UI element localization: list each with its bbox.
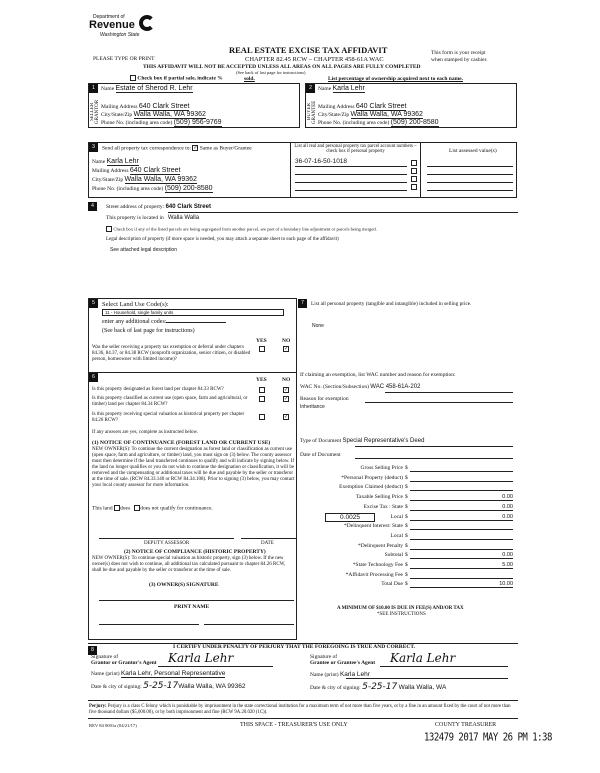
dollar-sign: $ <box>405 571 408 578</box>
fee-row <box>297 572 515 581</box>
dollar-sign: $ <box>405 465 408 471</box>
exemption-question: Was the seller receiving a property tax exemption or deferral under chapters 84.36, 84.37, or 84.38 RCW (nonprofit organization, senior citizen, or disabled person, homeowner with limited income)? <box>92 345 251 362</box>
name-print-label: Name (print) <box>91 671 120 677</box>
fee-label: Excise Tax : State <box>363 503 403 510</box>
this-land-label: This land <box>92 505 113 512</box>
grantor-date[interactable]: 5-25-17 <box>143 681 179 691</box>
fee-row <box>297 523 515 532</box>
compliance-text: NEW OWNER(S): To continue special valuation as historic property, sign (3) below. If the new owner(s) does not wish to continue, all additional tax calculated pursuant to chapter 84.26 RCW, shall be due and payable by the seller or transferor at the time of sale. <box>92 556 286 573</box>
current-use-question: Is this property classified as current use (open space, farm and agricultural, or timber) land per chapter 84.34 RCW? <box>92 396 248 407</box>
fee-value[interactable]: 10.00 <box>410 581 513 588</box>
deputy-label: DEPUTY ASSESSOR <box>144 541 190 546</box>
grantee-signature[interactable]: Karla Lehr <box>390 651 456 665</box>
exemption-no-checkbox[interactable]: ✓ <box>284 347 289 352</box>
personal-property-section <box>296 298 520 640</box>
doc-date-label: Date of Document <box>300 452 341 458</box>
doc-type-label: Type of Document <box>300 438 342 444</box>
located-label: This property is located in <box>106 215 164 221</box>
exemption-label: If claiming an exemption, list WAC number and reason for exemption: <box>300 372 456 378</box>
date-city-label: Date & city of signing: <box>91 684 142 690</box>
owner-signature-title: (3) OWNER(S) SIGNATURE <box>149 582 219 588</box>
form-revision: REV 84 0001a (04/21/17) <box>89 723 137 728</box>
partial-label: Check box if partial sale, indicate % <box>137 75 223 82</box>
assessed-header: List assessed value(s) <box>449 148 497 154</box>
historic-yes-checkbox[interactable] <box>259 414 265 420</box>
dollar-sign: $ <box>405 552 408 559</box>
fee-label: Gross Selling Price <box>360 465 403 471</box>
dollar-sign: $ <box>405 581 408 588</box>
qualify-label: qualify for continuance. <box>160 505 213 512</box>
signature-label: Signature of <box>310 654 338 660</box>
buyer-name[interactable]: Karla Lehr <box>332 85 365 92</box>
grantor-name[interactable]: Karla Lehr, Personal Representative <box>120 670 226 677</box>
yes-header: YES <box>256 338 267 344</box>
section-number: 2 <box>306 84 315 93</box>
segregated-label: Check box if any of the listed parcels are being segregated from another parcel, are part of a boundary line adjustment or parcels being merged. <box>113 226 377 232</box>
fee-value[interactable] <box>410 533 513 540</box>
fee-value[interactable] <box>410 523 513 530</box>
fee-value[interactable] <box>410 465 513 472</box>
document-type[interactable]: Special Representative's Deed <box>342 438 425 444</box>
legal-description[interactable]: See attached legal description <box>110 247 177 253</box>
seller-city[interactable]: Walla Walla, WA 99362 <box>133 111 206 118</box>
logo-dept: Department of <box>93 14 125 20</box>
perjury-text: Perjury is a class C felony which is punishable by imprisonment in the state correctional institution for a maximum term of not more than five years, or by a fine in an amount fixed by the court of not more than five thousand dollars ($5,000.00), or by both imprisonment and fine (RCW 9A.20.020 (1C)). <box>89 704 511 715</box>
personal-property-checkbox[interactable] <box>411 176 417 182</box>
personal-property-checkbox[interactable] <box>411 168 417 174</box>
list-pct: List percentage of ownership acquired next to each name. <box>328 76 463 82</box>
section-number: 1 <box>89 84 98 93</box>
fee-value[interactable]: 5.00 <box>410 562 513 569</box>
street-label: Street address of property: <box>106 204 165 210</box>
city-label: City/State/Zip <box>92 177 124 183</box>
seller-phone[interactable]: (509) 956-9769 <box>173 119 222 126</box>
fee-label: *Delinquent Penalty <box>357 542 403 549</box>
buyer-phone[interactable]: (509) 200-8580 <box>390 119 439 126</box>
forest-question: Is this property designated as forest land per chapter 84.33 RCW? <box>92 387 224 392</box>
fee-label: Local <box>390 513 403 520</box>
fee-row <box>297 484 515 493</box>
same-label: Same as Buyer/Grantee <box>199 145 252 152</box>
fee-value[interactable] <box>410 475 513 482</box>
logo-state: Washington State <box>100 32 140 38</box>
parcel-number[interactable]: 36-07-16-50-1018 <box>295 158 348 165</box>
section-number: 3 <box>89 143 98 152</box>
section-number: 7 <box>298 299 307 308</box>
city-label: City/State/Zip <box>101 112 133 118</box>
dollar-sign: $ <box>405 562 408 568</box>
see-back: (See back of last page for instructions) <box>102 328 195 334</box>
fee-label: Taxable Selling Price <box>356 494 403 501</box>
grantee-date[interactable]: 5-25-17 <box>362 682 398 692</box>
continuance-text: NEW OWNER(S): To continue the current designation as forest land or classification as current use (open space, farm and agriculture, or timber) land, you must sign on (3) below. The county assessor must then determine if the land transferred continues to qualify and will indicate by signing below. If the land no longer qualifies or you do not wish to continue the designation or classification, it will be removed and the compensating or additional taxes will be due and payable by the seller or transferor at the time of sale. (RCW 84.33.140 or RCW 84.34.108). Prior to signing (3) below, you may contact your local county assessor for more information. <box>92 447 295 488</box>
dollar-sign: $ <box>405 474 408 481</box>
certification-section <box>88 643 518 701</box>
logo-name: Revenue <box>89 19 135 31</box>
grantor-agent-label: Grantor or Grantor's Agent <box>91 660 157 666</box>
segregated-checkbox[interactable] <box>106 226 112 232</box>
fee-label: Local <box>390 532 403 539</box>
receipt-stamp: 132479 2017 MAY 26 PM 1:38 <box>424 732 552 744</box>
minimum-note: A MINIMUM OF $10.00 IS DUE IN FEE(S) AND/OR TAX <box>337 606 464 611</box>
receipt-note-2: when stamped by cashier. <box>431 57 488 63</box>
personal-property-label: List all personal property (tangible and intangible) included in selling price. <box>311 301 472 307</box>
name-print-label: Name (print) <box>310 672 339 678</box>
addr-label: Mailing Address <box>318 104 355 110</box>
treasurer-use: THIS SPACE - TREASURER'S USE ONLY <box>240 722 348 728</box>
historic-question: Is this property receiving special valuation as historical property per chapter 84.26 RCW? <box>92 412 245 423</box>
additional-codes-label: enter any additional codes: <box>102 319 167 325</box>
historic-no-checkbox[interactable]: ✓ <box>284 415 289 420</box>
wac-label: WAC No. (Section/Subsection) <box>300 384 369 390</box>
parcel-column <box>290 143 421 197</box>
county-treasurer: COUNTY TREASURER <box>435 722 497 728</box>
no-header: NO <box>282 338 291 344</box>
personal-property-value[interactable]: None <box>312 323 324 329</box>
corr-phone[interactable]: (509) 200-8580 <box>164 185 213 192</box>
personal-property-checkbox[interactable] <box>411 184 417 190</box>
dollar-sign: $ <box>405 532 408 539</box>
seller-label: SELLER GRANTOR <box>90 99 100 125</box>
exemption-yes-checkbox[interactable] <box>259 346 265 352</box>
fee-row <box>297 562 515 571</box>
grantee-name[interactable]: Karla Lehr <box>339 671 370 678</box>
buyer-label: BUYER GRANTEE <box>307 100 317 124</box>
fee-row <box>297 543 515 552</box>
forest-no-checkbox[interactable]: ✓ <box>284 388 289 393</box>
fee-label: Subtotal <box>384 552 403 559</box>
dollar-sign: $ <box>405 484 408 491</box>
fee-value[interactable]: 0.00 <box>410 504 513 511</box>
corr-city[interactable]: Walla Walla, WA 99362 <box>124 176 197 183</box>
correspondence-section <box>88 142 517 198</box>
fee-row <box>297 465 515 474</box>
partial-sale-checkbox[interactable] <box>130 75 136 81</box>
grantee-agent-label: Grantee or Grantee's Agent <box>310 660 376 666</box>
continuance-title: (1) NOTICE OF CONTINUANCE (FOREST LAND OR CURRENT USE) <box>92 440 271 446</box>
perjury-notice <box>89 704 519 716</box>
fee-row <box>297 552 515 561</box>
name-label: Name <box>318 86 332 92</box>
fee-row <box>297 494 515 503</box>
forest-yes-checkbox[interactable] <box>259 387 265 393</box>
warning: THIS AFFIDAVIT WILL NOT BE ACCEPTED UNLESS ALL AREAS ON ALL PAGES ARE FULLY COMPLETED <box>143 64 421 70</box>
does-not-label: does not <box>140 505 159 512</box>
parcel-header: List all real and personal property tax parcel account numbers – check box if personal property <box>294 144 417 154</box>
does-label: does <box>120 505 131 512</box>
signature-label: Signature of <box>91 654 119 660</box>
form-chapter: CHAPTER 82.45 RCW – CHAPTER 458-61A WAC <box>245 56 384 63</box>
phone-label: Phone No. (including area code) <box>101 120 173 126</box>
personal-property-checkbox[interactable] <box>411 160 417 166</box>
legal-label: Legal description of property (if more space is needed, you may attach a separate sheet to each page of the affidavit) <box>106 237 339 242</box>
grantor-signature[interactable]: Karla Lehr <box>168 651 234 665</box>
fee-row <box>297 504 515 513</box>
grantor-city[interactable]: Walla Walla, WA 99362 <box>178 683 246 690</box>
seller-address[interactable]: 640 Clark Street <box>138 103 190 110</box>
name-label: Name <box>92 159 106 165</box>
local-rate-field[interactable]: 0.0025 <box>325 513 375 522</box>
dollar-sign: $ <box>405 503 408 510</box>
phone-label: Phone No. (including area code) <box>92 186 164 192</box>
property-street[interactable]: 640 Clark Street <box>165 204 211 210</box>
seller-section <box>88 83 300 128</box>
perjury-bold: Perjury: <box>89 704 107 709</box>
fee-label: Total Due <box>381 581 403 588</box>
fee-label: Exemption Claimed (deduct) <box>339 484 403 491</box>
fee-label: *State Technology Fee <box>352 562 403 568</box>
fee-row <box>297 581 515 590</box>
form-title: REAL ESTATE EXCISE TAX AFFIDAVIT <box>229 45 388 55</box>
buyer-section <box>305 83 517 128</box>
fee-value[interactable] <box>410 484 513 491</box>
fee-value[interactable] <box>410 543 513 550</box>
dollar-sign: $ <box>405 542 408 549</box>
sold-label: sold. <box>244 76 255 82</box>
logo-swoosh-icon <box>139 15 155 31</box>
print-name-label: PRINT NAME <box>174 604 210 610</box>
grantee-city[interactable]: Walla Walla, WA <box>398 684 447 691</box>
see-back: (See back of last page for instructions) <box>236 70 306 75</box>
fee-label: *Personal Property (deduct) <box>341 474 403 481</box>
current-use-yes-checkbox[interactable] <box>259 396 265 402</box>
date-label: DATE <box>261 541 274 546</box>
section-number: 5 <box>89 299 98 308</box>
phone-label: Phone No. (including area code) <box>318 120 390 126</box>
land-use-code[interactable]: 11 - Household, single family units <box>102 309 284 316</box>
property-location[interactable]: Walla Walla <box>167 215 200 221</box>
fee-value[interactable] <box>410 572 513 579</box>
name-label: Name <box>101 86 115 92</box>
addr-label: Mailing Address <box>101 104 138 110</box>
land-use-label: Select Land Use Code(s): <box>102 301 169 308</box>
corr-name[interactable]: Karla Lehr <box>106 158 139 165</box>
addr-label: Mailing Address <box>92 168 129 174</box>
forest-land-section <box>88 372 297 640</box>
yes-header: YES <box>256 377 267 383</box>
please-type: PLEASE TYPE OR PRINT <box>93 56 155 62</box>
seller-name[interactable]: Estate of Sherod R. Lehr <box>115 85 193 92</box>
fee-value[interactable]: 0.00 <box>410 514 513 521</box>
section-number: 6 <box>89 373 98 382</box>
buyer-city[interactable]: Walla Walla, WA 99362 <box>350 111 423 118</box>
land-use-section <box>88 298 297 373</box>
fee-row <box>297 533 515 542</box>
fee-label: *Delinquent Interest: State <box>344 523 403 530</box>
date-city-label: Date & city of signing: <box>310 685 361 691</box>
no-header: NO <box>282 377 291 383</box>
compliance-title: (2) NOTICE OF COMPLIANCE (HISTORIC PROPERTY) <box>124 549 266 555</box>
city-label: City/State/Zip <box>318 112 350 118</box>
same-as-buyer-checkbox[interactable]: ✓ <box>193 146 198 151</box>
fee-value[interactable]: 0.00 <box>410 552 513 559</box>
current-use-no-checkbox[interactable]: ✓ <box>284 397 289 402</box>
corr-address[interactable]: 640 Clark Street <box>129 167 181 174</box>
exemption-reason[interactable]: Inheritance <box>300 404 325 410</box>
fee-label: *Affidavit Processing Fee <box>345 571 403 578</box>
buyer-address[interactable]: 640 Clark Street <box>355 103 407 110</box>
section-number: 4 <box>88 202 97 211</box>
reason-label: Reason for exemption <box>300 396 349 402</box>
dollar-sign: $ <box>405 513 408 520</box>
dollar-sign: $ <box>405 523 408 530</box>
wac-number[interactable]: WAC 458-61A-202 <box>370 384 421 390</box>
see-instructions: *SEE INSTRUCTIONS <box>377 612 426 617</box>
dollar-sign: $ <box>405 494 408 501</box>
section-number: 8 <box>88 646 97 655</box>
receipt-note: This form is your receipt <box>431 50 486 56</box>
corr-label: Send all property tax correspondence to: <box>102 145 192 152</box>
if-yes-note: If any answers are yes, complete as instructed below. <box>92 430 199 435</box>
fee-value[interactable]: 0.00 <box>410 494 513 501</box>
certify-statement: I CERTIFY UNDER PENALTY OF PERJURY THAT THE FOREGOING IS TRUE AND CORRECT. <box>173 644 416 650</box>
fee-row <box>297 475 515 484</box>
